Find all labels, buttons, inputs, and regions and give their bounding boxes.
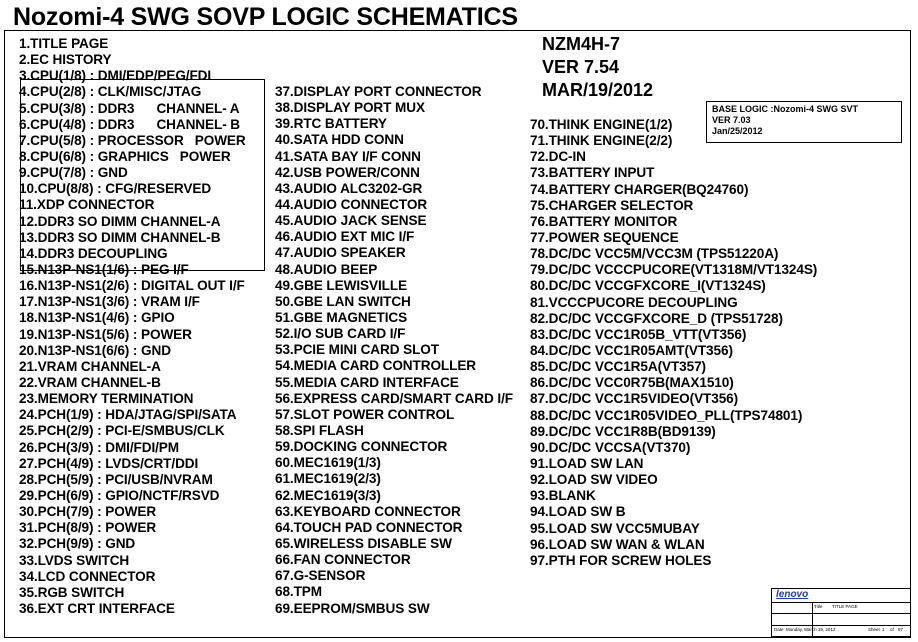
- toc-entry: 73.BATTERY INPUT: [530, 165, 655, 181]
- toc-entry: 95.LOAD SW VCC5MUBAY: [530, 520, 700, 536]
- toc-entry: 28.PCH(5/9) : PCI/USB/NVRAM: [19, 471, 213, 487]
- toc-entry: 15.N13P-NS1(1/6) : PEG I/F: [19, 261, 189, 277]
- toc-entry: 68.TPM: [275, 584, 322, 600]
- toc-entry: 48.AUDIO BEEP: [275, 261, 378, 277]
- toc-entry: 63.KEYBOARD CONNECTOR: [275, 503, 461, 519]
- toc-entry: 32.PCH(9/9) : GND: [19, 536, 136, 552]
- toc-entry: 77.POWER SEQUENCE: [530, 229, 679, 245]
- toc-entry: 74.BATTERY CHARGER(BQ24760): [530, 181, 749, 197]
- title-label: Title: [814, 604, 823, 609]
- toc-entry: 91.LOAD SW LAN: [530, 455, 644, 471]
- toc-entry: 76.BATTERY MONITOR: [530, 213, 678, 229]
- toc-entry: 88.DC/DC VCC1R05VIDEO_PLL(TPS74801): [530, 407, 803, 423]
- date-label: Date: [774, 627, 784, 632]
- toc-entry: 9.CPU(7/8) : GND: [19, 165, 128, 181]
- toc-entry: 21.VRAM CHANNEL-A: [19, 358, 161, 374]
- toc-entry: 26.PCH(3/9) : DMI/FDI/PM: [19, 439, 179, 455]
- toc-entry: 85.DC/DC VCC1R5A(VT357): [530, 359, 706, 375]
- toc-entry: 19.N13P-NS1(5/6) : POWER: [19, 326, 192, 342]
- toc-entry: 58.SPI FLASH: [275, 422, 364, 438]
- toc-entry: 24.PCH(1/9) : HDA/JTAG/SPI/SATA: [19, 407, 237, 423]
- title-block-divider: [772, 625, 910, 626]
- title-value: TITLE PAGE: [832, 604, 858, 609]
- title-block-divider: [772, 602, 910, 603]
- toc-entry: 55.MEDIA CARD INTERFACE: [275, 374, 459, 390]
- toc-entry: 35.RGB SWITCH: [19, 584, 125, 600]
- toc-entry: 96.LOAD SW WAN & WLAN: [530, 536, 705, 552]
- toc-entry: 75.CHARGER SELECTOR: [530, 197, 694, 213]
- toc-entry: 79.DC/DC VCCCPUCORE(VT1318M/VT1324S): [530, 262, 818, 278]
- toc-entry: 80.DC/DC VCCGFXCORE_I(VT1324S): [530, 278, 766, 294]
- toc-entry: 82.DC/DC VCCGFXCORE_D (TPS51728): [530, 310, 783, 326]
- toc-entry: 40.SATA HDD CONN: [275, 132, 404, 148]
- toc-entry: 46.AUDIO EXT MIC I/F: [275, 229, 415, 245]
- toc-entry: 51.GBE MAGNETICS: [275, 309, 408, 325]
- toc-entry: 18.N13P-NS1(4/6) : GPIO: [19, 310, 175, 326]
- toc-entry: 64.TOUCH PAD CONNECTOR: [275, 519, 463, 535]
- toc-entry: 7.CPU(5/8) : PROCESSOR POWER: [19, 132, 246, 148]
- toc-entry: 61.MEC1619(2/3): [275, 471, 381, 487]
- toc-entry: 12.DDR3 SO DIMM CHANNEL-A: [19, 213, 221, 229]
- toc-entry: 42.USB POWER/CONN: [275, 164, 420, 180]
- toc-entry: 78.DC/DC VCC5M/VCC3M (TPS51220A): [530, 246, 779, 262]
- toc-entry: 41.SATA BAY I/F CONN: [275, 148, 421, 164]
- toc-entry: 71.THINK ENGINE(2/2): [530, 133, 673, 149]
- toc-entry: 94.LOAD SW B: [530, 504, 626, 520]
- toc-entry: 8.CPU(6/8) : GRAPHICS POWER: [19, 148, 231, 164]
- toc-entry: 83.DC/DC VCC1R05B_VTT(VT356): [530, 326, 747, 342]
- toc-entry: 30.PCH(7/9) : POWER: [19, 504, 157, 520]
- toc-entry: 14.DDR3 DECOUPLING: [19, 245, 168, 261]
- toc-entry: 93.BLANK: [530, 488, 596, 504]
- toc-entry: 47.AUDIO SPEAKER: [275, 245, 406, 261]
- toc-entry: 20.N13P-NS1(6/6) : GND: [19, 342, 171, 358]
- toc-entry: 84.DC/DC VCC1R05AMT(VT356): [530, 342, 733, 358]
- toc-entry: 13.DDR3 SO DIMM CHANNEL-B: [19, 229, 221, 245]
- toc-entry: 5.CPU(3/8) : DDR3 CHANNEL- A: [19, 100, 240, 116]
- page-title: Nozomi-4 SWG SOVP LOGIC SCHEMATICS: [13, 3, 518, 31]
- toc-entry: 67.G-SENSOR: [275, 568, 366, 584]
- toc-column-2: [275, 84, 513, 617]
- toc-entry: 4.CPU(2/8) : CLK/MISC/JTAG: [19, 84, 202, 100]
- sheet-label: Sheet: [868, 627, 880, 632]
- toc-entry: 62.MEC1619(3/3): [275, 487, 381, 503]
- title-block: [771, 588, 911, 637]
- toc-entry: 81.VCCCPUCORE DECOUPLING: [530, 294, 738, 310]
- lenovo-logo: lenovo: [776, 589, 809, 600]
- toc-entry: 43.AUDIO ALC3202-GR: [275, 180, 423, 196]
- toc-entry: 10.CPU(8/8) : CFG/RESERVED: [19, 181, 212, 197]
- toc-entry: 70.THINK ENGINE(1/2): [530, 117, 673, 132]
- toc-entry: 97.PTH FOR SCREW HOLES: [530, 552, 712, 568]
- toc-entry: 50.GBE LAN SWITCH: [275, 293, 411, 309]
- toc-entry: 17.N13P-NS1(3/6) : VRAM I/F: [19, 294, 200, 310]
- release-date: MAR/19/2012: [542, 80, 654, 100]
- sheet-value: 1: [882, 627, 885, 632]
- toc-entry: 54.MEDIA CARD CONTROLLER: [275, 358, 477, 374]
- model-code: NZM4H-7: [542, 34, 621, 54]
- toc-entry: 39.RTC BATTERY: [275, 116, 387, 132]
- toc-entry: 60.MEC1619(1/3): [275, 455, 381, 471]
- toc-entry: 23.MEMORY TERMINATION: [19, 391, 194, 407]
- toc-entry: 49.GBE LEWISVILLE: [275, 277, 407, 293]
- toc-entry: 56.EXPRESS CARD/SMART CARD I/F: [275, 390, 513, 406]
- toc-entry: 3.CPU(1/8) : DMI/EDP/PEG/FDI: [19, 68, 212, 84]
- toc-entry: 38.DISPLAY PORT MUX: [275, 100, 425, 116]
- toc-entry: 1.TITLE PAGE: [19, 36, 109, 51]
- toc-entry: 65.WIRELESS DISABLE SW: [275, 535, 452, 551]
- toc-entry: 2.EC HISTORY: [19, 52, 112, 68]
- toc-entry: 36.EXT CRT INTERFACE: [19, 600, 175, 616]
- toc-entry: 27.PCH(4/9) : LVDS/CRT/DDI: [19, 455, 199, 471]
- toc-column-3: [530, 117, 817, 569]
- toc-entry: 57.SLOT POWER CONTROL: [275, 406, 455, 422]
- toc-entry: 72.DC-IN: [530, 149, 586, 165]
- toc-entry: 45.AUDIO JACK SENSE: [275, 213, 427, 229]
- of-value: 97: [898, 627, 904, 632]
- toc-entry: 92.LOAD SW VIDEO: [530, 472, 658, 488]
- toc-entry: 69.EEPROM/SMBUS SW: [275, 600, 430, 616]
- toc-entry: 53.PCIE MINI CARD SLOT: [275, 342, 439, 358]
- toc-entry: 34.LCD CONNECTOR: [19, 568, 156, 584]
- toc-entry: 87.DC/DC VCC1R5VIDEO(VT356): [530, 391, 739, 407]
- version-label: VER 7.54: [542, 57, 620, 77]
- toc-column-1: [19, 36, 246, 617]
- toc-entry: 31.PCH(8/9) : POWER: [19, 520, 157, 536]
- toc-entry: 25.PCH(2/9) : PCI-E/SMBUS/CLK: [19, 423, 225, 439]
- base-logic-version: VER 7.03: [712, 115, 751, 125]
- toc-entry: 37.DISPLAY PORT CONNECTOR: [275, 84, 482, 99]
- base-logic-name: BASE LOGIC :Nozomi-4 SWG SVT: [712, 104, 859, 114]
- toc-entry: 44.AUDIO CONNECTOR: [275, 196, 428, 212]
- toc-entry: 22.VRAM CHANNEL-B: [19, 374, 161, 390]
- toc-entry: 6.CPU(4/8) : DDR3 CHANNEL- B: [19, 116, 241, 132]
- toc-entry: 52.I/O SUB CARD I/F: [275, 326, 406, 342]
- toc-entry: 29.PCH(6/9) : GPIO/NCTF/RSVD: [19, 487, 220, 503]
- toc-entry: 59.DOCKING CONNECTOR: [275, 439, 448, 455]
- toc-entry: 86.DC/DC VCC0R75B(MAX1510): [530, 375, 734, 391]
- toc-entry: 90.DC/DC VCCSA(VT370): [530, 439, 691, 455]
- toc-entry: 66.FAN CONNECTOR: [275, 552, 411, 568]
- date-value: Monday, March 19, 2012: [786, 627, 836, 632]
- title-block-divider: [772, 613, 910, 614]
- toc-entry: 89.DC/DC VCC1R8B(BD9139): [530, 423, 716, 439]
- toc-entry: 33.LVDS SWITCH: [19, 552, 130, 568]
- of-label: of: [890, 627, 894, 632]
- toc-entry: 11.XDP CONNECTOR: [19, 197, 155, 213]
- base-logic-date: Jan/25/2012: [712, 126, 763, 136]
- toc-entry: 16.N13P-NS1(2/6) : DIGITAL OUT I/F: [19, 278, 245, 294]
